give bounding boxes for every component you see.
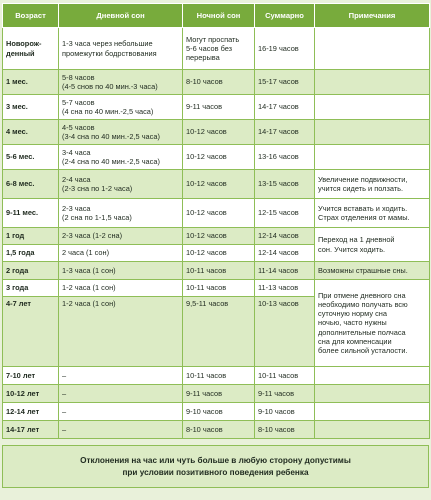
total-cell: 14-17 часов: [255, 120, 315, 145]
night-sleep-cell: 10-12 часов: [183, 245, 255, 262]
age-cell: 6-8 мес.: [3, 170, 59, 199]
notes-cell: При отмене дневного сна необходимо получать всю суточную норму сна ночью, часто нужны дополнительные полчаса сна для компенсации более сильной усталости.: [315, 280, 430, 367]
table-row: [3, 120, 430, 145]
day-sleep-cell: 2 часа (1 сон): [59, 245, 183, 262]
table-header-row: [3, 4, 430, 28]
total-cell: 10-11 часов: [255, 367, 315, 385]
day-sleep-cell: 1-2 часа (1 сон): [59, 297, 183, 367]
table-row: [3, 280, 430, 297]
total-cell: 16-19 часов: [255, 28, 315, 70]
night-sleep-cell: 9,5-11 часов: [183, 297, 255, 367]
table-row: [3, 70, 430, 95]
notes-cell: [315, 385, 430, 403]
notes-cell: [315, 70, 430, 95]
table-row: [3, 262, 430, 280]
total-cell: 12-15 часов: [255, 199, 315, 228]
age-cell: 1,5 года: [3, 245, 59, 262]
day-sleep-cell: 5-7 часов (4 сна по 40 мин.-2,5 часа): [59, 95, 183, 120]
notes-cell: [315, 120, 430, 145]
day-sleep-cell: 2-3 часа (2 сна по 1-1,5 часа): [59, 199, 183, 228]
table-row: [3, 228, 430, 245]
night-sleep-cell: 10-12 часов: [183, 170, 255, 199]
day-sleep-cell: 5-8 часов (4-5 снов по 40 мин.-3 часа): [59, 70, 183, 95]
total-cell: 9-10 часов: [255, 403, 315, 421]
table-row: [3, 199, 430, 228]
night-sleep-cell: Могут проспать 5-6 часов без перерыва: [183, 28, 255, 70]
total-cell: 8-10 часов: [255, 421, 315, 439]
header-age: Возраст: [3, 4, 59, 28]
footer-line-1: Отклонения на час или чуть больше в любую сторону допустимы: [80, 455, 351, 465]
age-cell: 7-10 лет: [3, 367, 59, 385]
age-cell: 10-12 лет: [3, 385, 59, 403]
total-cell: 14-17 часов: [255, 95, 315, 120]
age-cell: 3 мес.: [3, 95, 59, 120]
sleep-table: [2, 3, 430, 439]
notes-cell: [315, 145, 430, 170]
table-row: [3, 28, 430, 70]
day-sleep-cell: 4-5 часов (3-4 сна по 40 мин.-2,5 часа): [59, 120, 183, 145]
night-sleep-cell: 9-10 часов: [183, 403, 255, 421]
notes-cell: [315, 421, 430, 439]
age-cell: Новорож- денный: [3, 28, 59, 70]
total-cell: 13-15 часов: [255, 170, 315, 199]
age-cell: 14-17 лет: [3, 421, 59, 439]
night-sleep-cell: 10-12 часов: [183, 199, 255, 228]
total-cell: 11-13 часов: [255, 280, 315, 297]
night-sleep-cell: 9-11 часов: [183, 385, 255, 403]
night-sleep-cell: 9-11 часов: [183, 95, 255, 120]
total-cell: 10-13 часов: [255, 297, 315, 367]
day-sleep-cell: 1-3 часа (1 сон): [59, 262, 183, 280]
age-cell: 3 года: [3, 280, 59, 297]
table-row: [3, 403, 430, 421]
notes-cell: Переход на 1 дневной сон. Учится ходить.: [315, 228, 430, 262]
notes-cell: [315, 367, 430, 385]
header-total: Суммарно: [255, 4, 315, 28]
table-row: [3, 95, 430, 120]
total-cell: 11-14 часов: [255, 262, 315, 280]
total-cell: 13-16 часов: [255, 145, 315, 170]
notes-cell: [315, 28, 430, 70]
total-cell: 12-14 часов: [255, 245, 315, 262]
total-cell: 12-14 часов: [255, 228, 315, 245]
table-row: [3, 421, 430, 439]
notes-cell: Возможны страшные сны.: [315, 262, 430, 280]
notes-cell: Учится вставать и ходить. Страх отделения от мамы.: [315, 199, 430, 228]
night-sleep-cell: 10-11 часов: [183, 280, 255, 297]
night-sleep-cell: 8-10 часов: [183, 70, 255, 95]
table-row: [3, 170, 430, 199]
age-cell: 1 мес.: [3, 70, 59, 95]
night-sleep-cell: 10-11 часов: [183, 367, 255, 385]
total-cell: 9-11 часов: [255, 385, 315, 403]
footer-note: [2, 445, 429, 488]
notes-cell: [315, 403, 430, 421]
day-sleep-cell: –: [59, 403, 183, 421]
night-sleep-cell: 10-11 часов: [183, 262, 255, 280]
day-sleep-cell: 1-2 часа (1 сон): [59, 280, 183, 297]
footer-line-2: при условии позитивного поведения ребенка: [122, 467, 309, 477]
age-cell: 2 года: [3, 262, 59, 280]
age-cell: 12-14 лет: [3, 403, 59, 421]
age-cell: 1 год: [3, 228, 59, 245]
age-cell: 9-11 мес.: [3, 199, 59, 228]
table-row: [3, 367, 430, 385]
day-sleep-cell: 2-3 часа (1-2 сна): [59, 228, 183, 245]
notes-cell: Увеличение подвижности, учится сидеть и ползать.: [315, 170, 430, 199]
age-cell: 4 мес.: [3, 120, 59, 145]
day-sleep-cell: –: [59, 385, 183, 403]
day-sleep-cell: –: [59, 367, 183, 385]
day-sleep-cell: –: [59, 421, 183, 439]
header-night-sleep: Ночной сон: [183, 4, 255, 28]
night-sleep-cell: 10-12 часов: [183, 145, 255, 170]
table-row: [3, 145, 430, 170]
night-sleep-cell: 8-10 часов: [183, 421, 255, 439]
day-sleep-cell: 3-4 часа (2-4 сна по 40 мин.-2,5 часа): [59, 145, 183, 170]
night-sleep-cell: 10-12 часов: [183, 120, 255, 145]
night-sleep-cell: 10-12 часов: [183, 228, 255, 245]
header-day-sleep: Дневной сон: [59, 4, 183, 28]
age-cell: 4-7 лет: [3, 297, 59, 367]
table-row: [3, 385, 430, 403]
header-notes: Примечания: [315, 4, 430, 28]
day-sleep-cell: 1-3 часа через небольшие промежутки бодрствования: [59, 28, 183, 70]
total-cell: 15-17 часов: [255, 70, 315, 95]
day-sleep-cell: 2-4 часа (2-3 сна по 1-2 часа): [59, 170, 183, 199]
age-cell: 5-6 мес.: [3, 145, 59, 170]
notes-cell: [315, 95, 430, 120]
